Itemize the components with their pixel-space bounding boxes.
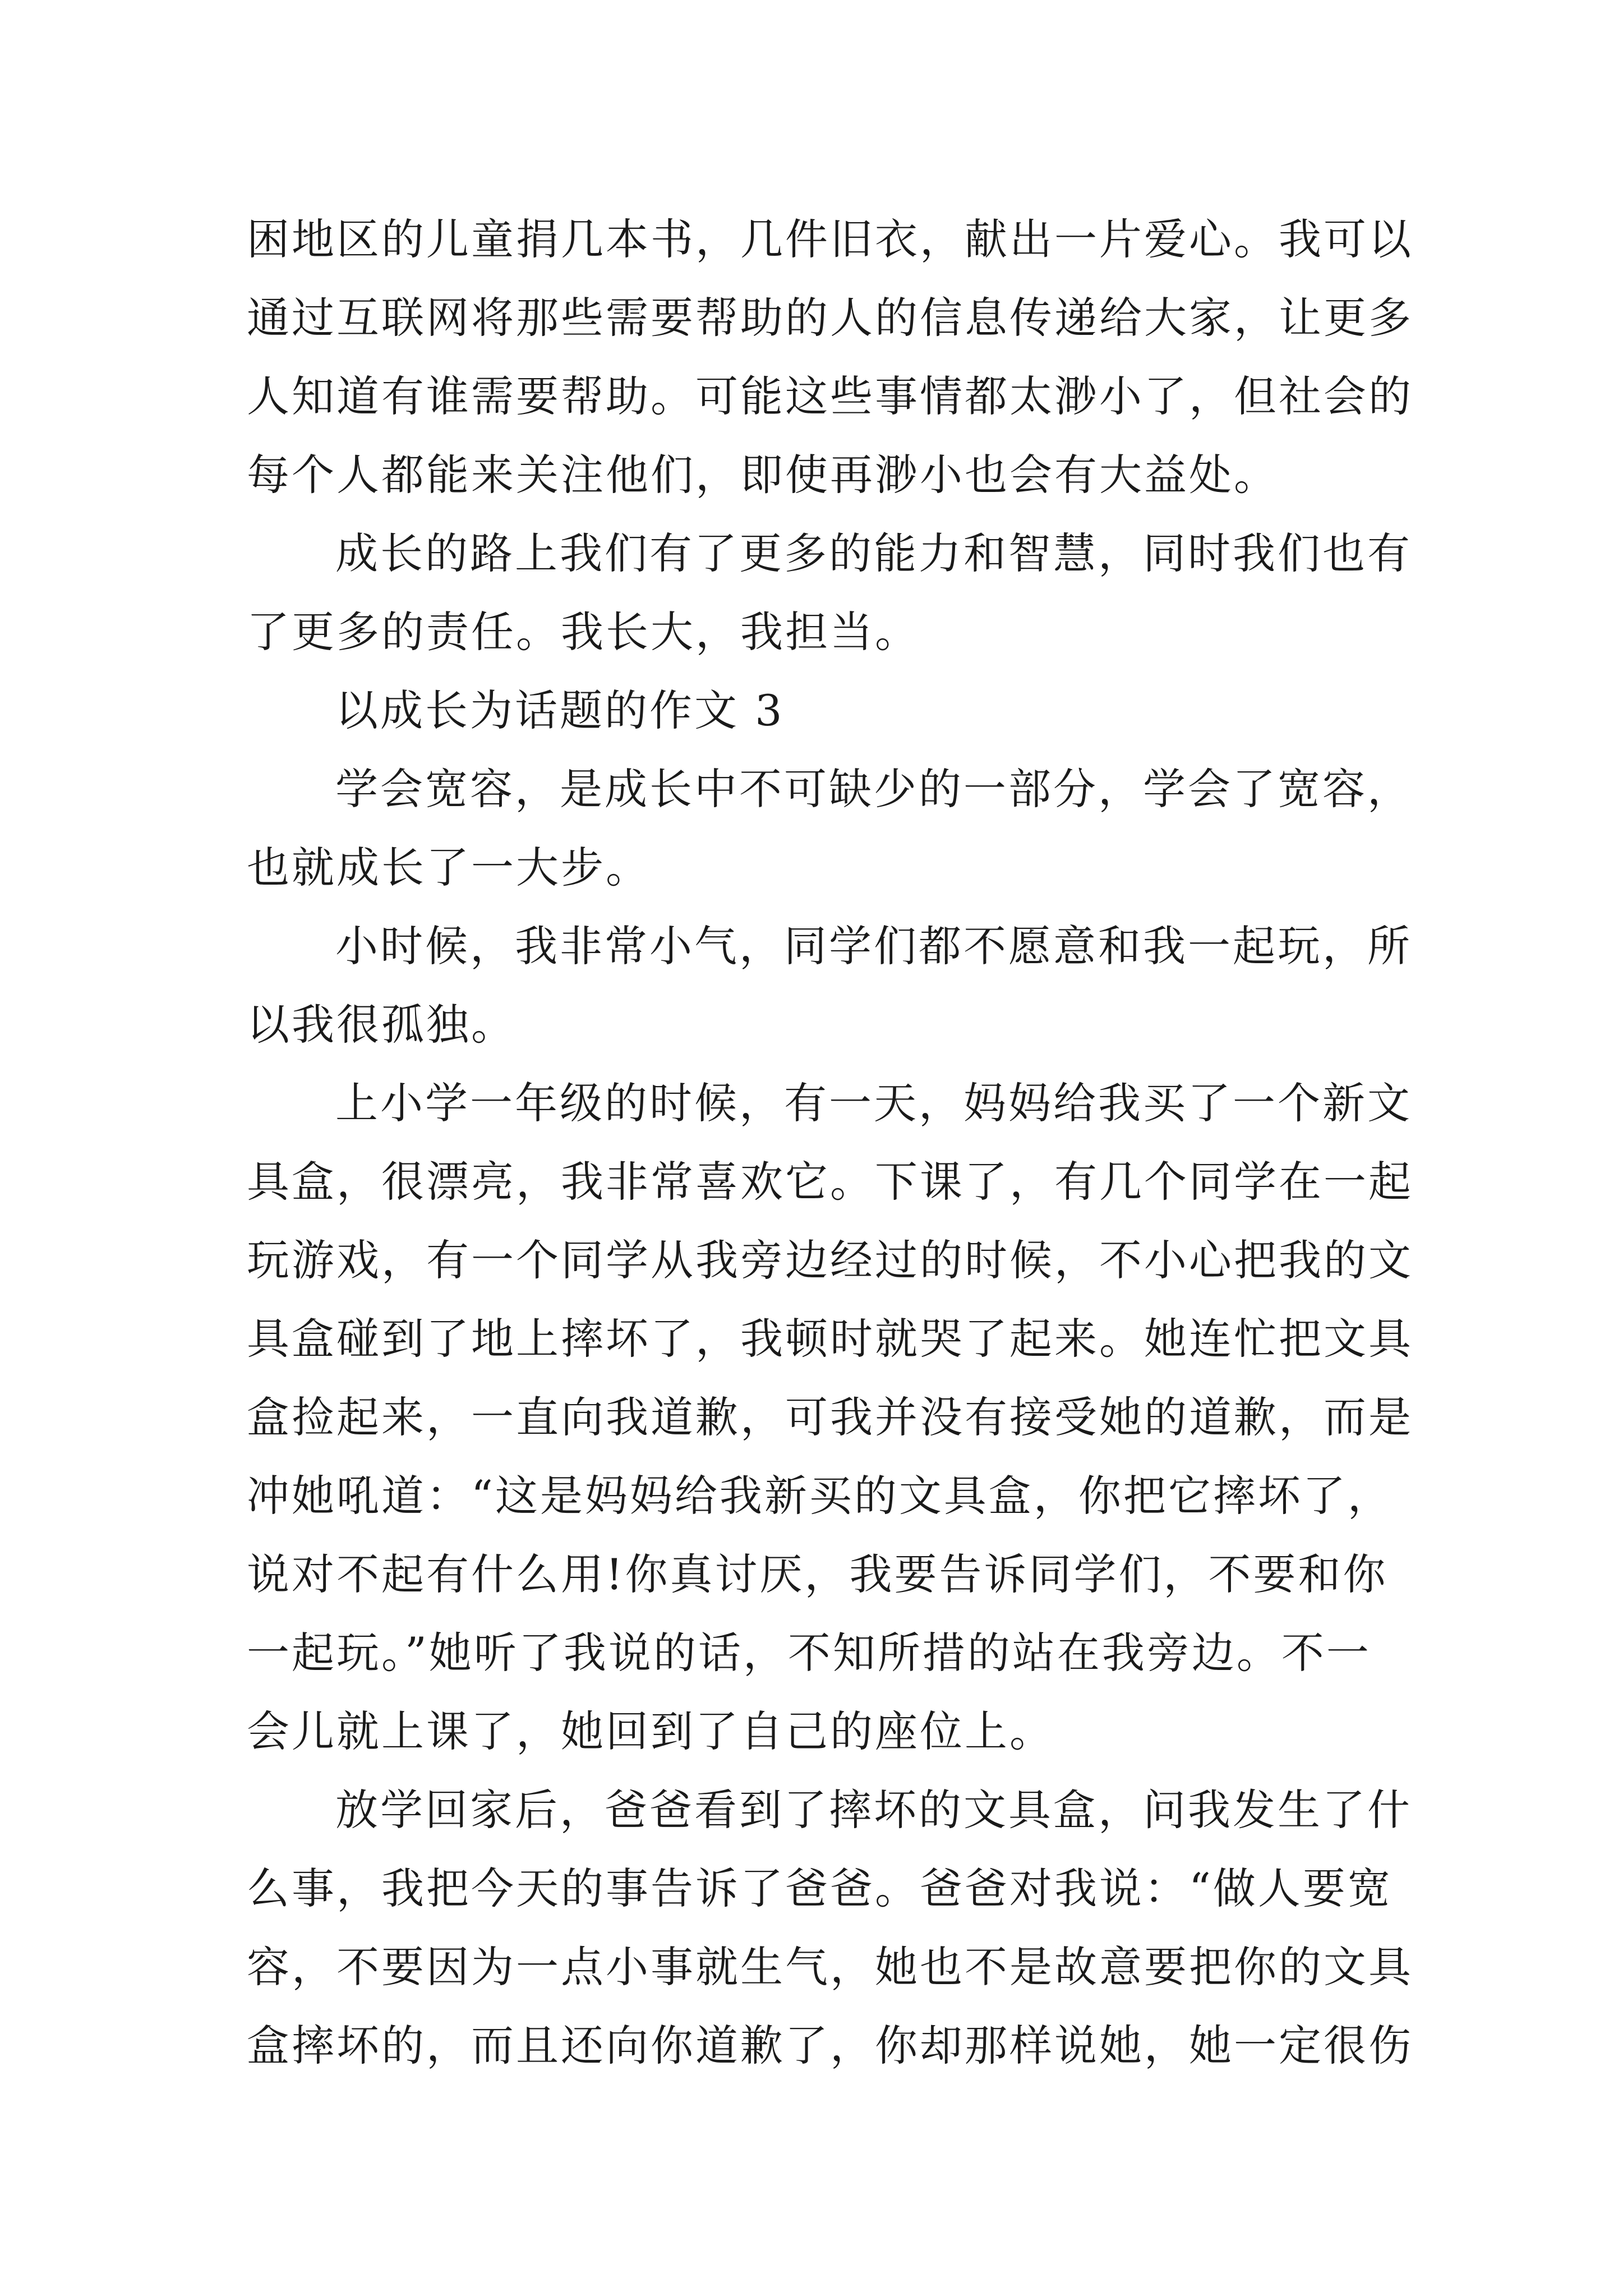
section-heading: 以成长为话题的作文 3 — [335, 685, 785, 735]
text-line: 容，不要因为一点小事就生气，她也不是故意要把你的文具 — [247, 1942, 1413, 1992]
text-line: 学会宽容，是成长中不可缺少的一部分，学会了宽容， — [335, 764, 1412, 814]
text-line: 具盒碰到了地上摔坏了，我顿时就哭了起来。她连忙把文具 — [247, 1314, 1413, 1364]
text-line: 也就成长了一大步。 — [247, 843, 651, 892]
text-line: 人知道有谁需要帮助。可能这些事情都太渺小了，但社会的 — [247, 371, 1413, 421]
text-line: 会儿就上课了，她回到了自己的座位上。 — [247, 1706, 1054, 1756]
text-line: 了更多的责任。我长大，我担当。 — [247, 607, 920, 657]
text-line: 上小学一年级的时候，有一天，妈妈给我买了一个新文 — [335, 1078, 1412, 1128]
text-line: 么事，我把今天的事告诉了爸爸。爸爸对我说：“做人要宽 — [247, 1864, 1393, 1913]
text-line: 通过互联网将那些需要帮助的人的信息传递给大家，让更多 — [247, 293, 1413, 343]
text-line: 说对不起有什么用!你真讨厌，我要告诉同学们，不要和你 — [247, 1549, 1388, 1599]
text-line: 盒摔坏的，而且还向你道歉了，你却那样说她，她一定很伤 — [247, 2021, 1413, 2070]
text-line: 放学回家后，爸爸看到了摔坏的文具盒，问我发生了什 — [335, 1785, 1412, 1835]
text-line: 玩游戏，有一个同学从我旁边经过的时候，不小心把我的文 — [247, 1235, 1413, 1285]
text-line: 盒捡起来，一直向我道歉，可我并没有接受她的道歉，而是 — [247, 1392, 1413, 1442]
text-line: 小时候，我非常小气，同学们都不愿意和我一起玩，所 — [335, 921, 1412, 971]
text-line: 具盒，很漂亮，我非常喜欢它。下课了，有几个同学在一起 — [247, 1157, 1413, 1207]
text-line: 困地区的儿童捐几本书，几件旧衣，献出一片爱心。我可以 — [247, 214, 1413, 264]
text-line: 每个人都能来关注他们，即使再渺小也会有大益处。 — [247, 450, 1279, 500]
text-line: 以我很孤独。 — [247, 1000, 516, 1050]
text-line: 一起玩。”她听了我说的话，不知所措的站在我旁边。不一 — [247, 1628, 1371, 1678]
text-line: 成长的路上我们有了更多的能力和智慧，同时我们也有 — [335, 528, 1412, 578]
text-line: 冲她吼道：“这是妈妈给我新买的文具盒，你把它摔坏了， — [247, 1471, 1393, 1521]
